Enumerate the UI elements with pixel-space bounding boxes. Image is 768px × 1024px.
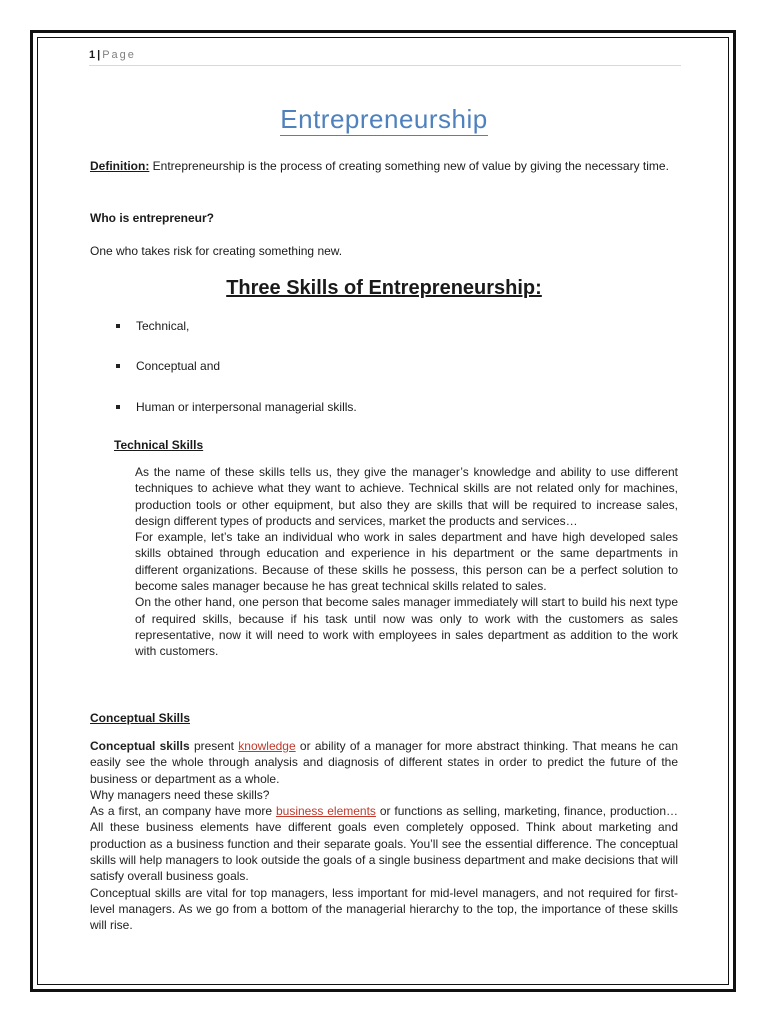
bullet-text: Technical,	[136, 319, 190, 333]
technical-paragraph: For example, let’s take an individual who work in sales department and have high developed sales skills obtained through education and experience in his department or the same departments in different organizations. Because of these skills he possess, this person can be a perfect solution to become sales manager because he has great technical skills related to sales.	[135, 530, 678, 594]
conceptual-term: Conceptual skills	[90, 739, 190, 753]
conceptual-paragraph	[90, 803, 678, 884]
bullet-icon	[116, 364, 120, 368]
business-elements-link[interactable]: business elements	[275, 804, 376, 819]
who-heading: Who is entrepreneur?	[90, 211, 215, 225]
technical-skills-body	[135, 464, 678, 660]
conceptual-text: or ability of a manager for more abstract thinking. That means he can easily see the whole through analysis and diagnosis of different states in order to predict the future of the business or department as a whole.	[90, 739, 678, 786]
conceptual-text: present	[189, 739, 239, 753]
technical-skills-heading: Technical Skills	[114, 438, 204, 452]
definition-label: Definition:	[90, 159, 150, 173]
bullet-item	[116, 358, 220, 374]
page-number: 1	[89, 49, 96, 61]
conceptual-skills-body	[90, 738, 678, 934]
who-answer: One who takes risk for creating something new.	[90, 244, 343, 258]
page-word: Page	[102, 49, 136, 61]
document-title-text: Entrepreneurship	[280, 104, 488, 134]
skills-heading: Three Skills of Entrepreneurship:	[226, 277, 542, 299]
bullet-icon	[116, 405, 120, 409]
bullet-item	[116, 399, 357, 415]
technical-paragraph: As the name of these skills tells us, they give the manager’s knowledge and ability to use different techniques to achieve what they want to achieve. Technical skills are not related only for machines, production tools or other equipment, but also they are skills that will be required to increase sales, design different types of products and services, market the products and services…	[135, 465, 678, 528]
conceptual-paragraph: Conceptual skills are vital for top managers, less important for mid-level managers, and not required for first-level managers. As we go from a bottom of the managerial hierarchy to the top, the importance of these skills will rise.	[90, 885, 678, 933]
conceptual-text: As a first, an company have more	[90, 804, 276, 819]
document-title	[0, 104, 768, 135]
definition-text: Entrepreneurship is the process of creating something new of value by giving the necessary time.	[149, 159, 669, 173]
conceptual-question: Why managers need these skills?	[90, 787, 270, 802]
conceptual-skills-heading: Conceptual Skills	[90, 711, 191, 725]
bullet-text: Conceptual and	[136, 359, 221, 373]
conceptual-text: or functions as selling, marketing, finance, production… All these business elements have different goals even completely opposed. Think about marketing and production as a business function and their separate goals. You’ll see the essential difference. The conceptual skills will help managers to look outside the goals of a single business department and make decisions that will satisfy overall business goals.	[90, 804, 678, 884]
bullet-item	[116, 318, 189, 334]
knowledge-link[interactable]: knowledge	[238, 739, 296, 753]
header-separator: |	[97, 49, 101, 61]
page-header	[89, 48, 681, 66]
definition-paragraph	[90, 158, 680, 175]
bullet-icon	[116, 324, 120, 328]
technical-paragraph: On the other hand, one person that become sales manager immediately will start to build his next type of required skills, because if his task until now was only to work with the customers as sales representative, now it will need to work with employees in sales department as addition to the work with customers.	[135, 595, 678, 659]
conceptual-paragraph	[90, 738, 678, 787]
bullet-text: Human or interpersonal managerial skills.	[136, 400, 357, 414]
